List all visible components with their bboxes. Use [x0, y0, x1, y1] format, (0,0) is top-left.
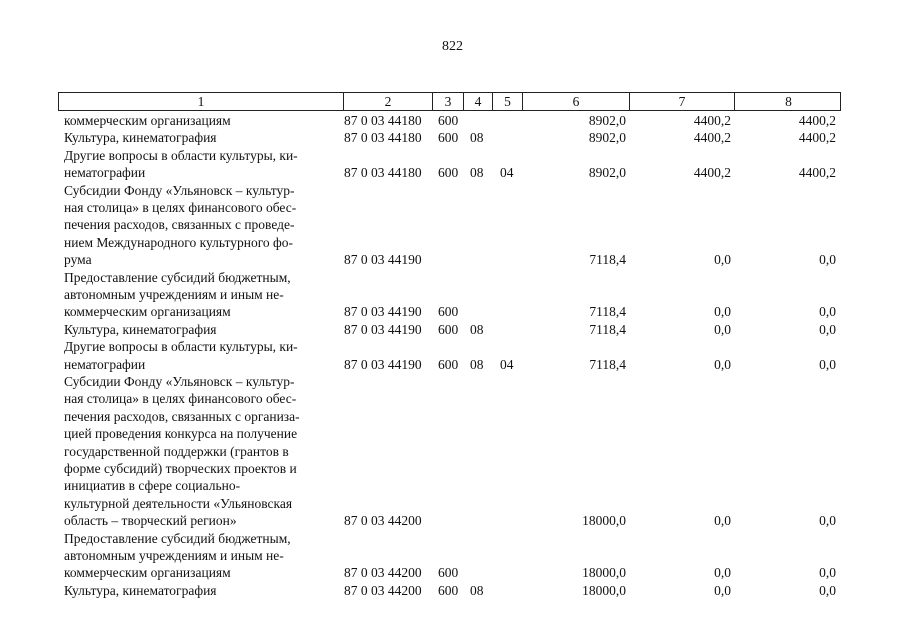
row-name-line: печения расходов, связанных с проведе-: [64, 217, 295, 233]
row-value-2021: 0,0: [819, 513, 836, 529]
row-value-2021: 4400,2: [798, 113, 836, 128]
row-value-2020: 4400,2: [693, 165, 731, 181]
row-code: 87 0 03 44200: [344, 513, 422, 529]
row-value-2020: 0,0: [714, 565, 731, 581]
row-name-line: ная столица» в целях финансового обес-: [64, 200, 297, 215]
row-name: [64, 582, 336, 599]
row-name-line: цией проведения конкурса на получение: [64, 426, 298, 442]
row-name: [64, 338, 336, 373]
row-value-2020: 4400,2: [693, 113, 731, 128]
row-vr: 600: [438, 304, 459, 320]
row-value-2021: 0,0: [819, 356, 836, 372]
row-name-line: инициатив в сфере социально-: [64, 478, 241, 494]
header-col-3: 3: [433, 93, 464, 110]
row-code: 87 0 03 44190: [344, 304, 422, 320]
row-pr: 08: [470, 321, 484, 337]
header-col-2: 2: [344, 93, 433, 110]
row-name-line: Предоставление субсидий бюджетным,: [64, 530, 291, 546]
row-name-line: нематографии: [64, 165, 146, 181]
row-vr: 600: [438, 582, 459, 598]
row-name-line: коммерческим организациям: [64, 113, 231, 128]
row-code: 87 0 03 44190: [344, 356, 422, 372]
row-name-line: область – творческий регион»: [64, 513, 237, 529]
row-ps: 04: [500, 165, 514, 181]
row-name: [64, 269, 336, 321]
row-value-2019: 7118,4: [589, 304, 626, 320]
row-name-line: государственной поддержки (грантов в: [64, 443, 289, 459]
row-value-2021: 0,0: [819, 321, 836, 337]
row-name-line: Культура, кинематография: [64, 130, 217, 146]
row-value-2019: 18000,0: [582, 565, 626, 581]
row-value-2019: 8902,0: [588, 165, 626, 181]
row-name-line: автономным учреждениям и иным не-: [64, 548, 284, 563]
row-name-line: коммерческим организациям: [64, 304, 231, 320]
header-col-6: 6: [523, 93, 630, 110]
row-name-line: автономным учреждениям и иным не-: [64, 287, 284, 302]
row-value-2019: 8902,0: [588, 130, 626, 146]
row-value-2020: 0,0: [714, 356, 731, 372]
row-value-2020: 0,0: [714, 252, 731, 268]
row-value-2021: 0,0: [819, 304, 836, 320]
row-name-line: Другие вопросы в области культуры, ки-: [64, 147, 298, 163]
row-name-line: Субсидии Фонду «Ульяновск – культур-: [64, 182, 295, 198]
row-code: 87 0 03 44190: [344, 321, 422, 337]
row-name: [64, 147, 336, 182]
row-name-line: Культура, кинематография: [64, 582, 217, 598]
row-name-line: Другие вопросы в области культуры, ки-: [64, 339, 298, 355]
row-vr: 600: [438, 321, 459, 337]
row-name: [64, 321, 336, 338]
row-name-line: Культура, кинематография: [64, 321, 217, 337]
row-pr: 08: [470, 356, 484, 372]
row-value-2021: 0,0: [819, 582, 836, 598]
header-col-7: 7: [630, 93, 735, 110]
row-vr: 600: [438, 113, 459, 128]
row-value-2020: 0,0: [714, 304, 731, 320]
row-value-2021: 4400,2: [798, 130, 836, 146]
row-value-2020: 0,0: [714, 321, 731, 337]
row-value-2020: 4400,2: [693, 130, 731, 146]
row-code: 87 0 03 44190: [344, 252, 422, 268]
row-name-line: нием Международного культурного фо-: [64, 234, 294, 250]
row-code: 87 0 03 44180: [344, 165, 422, 181]
row-name-line: коммерческим организациям: [64, 565, 231, 581]
row-pr: 08: [470, 165, 484, 181]
row-value-2019: 7118,4: [589, 321, 626, 337]
row-name-line: Предоставление субсидий бюджетным,: [64, 269, 291, 285]
row-code: 87 0 03 44180: [344, 113, 422, 128]
row-value-2019: 18000,0: [582, 582, 626, 598]
row-value-2020: 0,0: [714, 513, 731, 529]
row-name-line: Субсидии Фонду «Ульяновск – культур-: [64, 374, 295, 389]
row-name-line: рума: [64, 252, 92, 268]
row-name-line: ная столица» в целях финансового обес-: [64, 391, 297, 407]
row-pr: 08: [470, 130, 484, 146]
row-value-2020: 0,0: [714, 582, 731, 598]
row-vr: 600: [438, 565, 459, 581]
row-code: 87 0 03 44200: [344, 582, 422, 598]
row-vr: 600: [438, 356, 459, 372]
row-vr: 600: [438, 130, 459, 146]
header-col-5: 5: [493, 93, 523, 110]
row-vr: 600: [438, 165, 459, 181]
row-name: [64, 182, 336, 269]
row-value-2021: 0,0: [819, 252, 836, 268]
header-col-8: 8: [785, 94, 792, 109]
header-col-1: 1: [59, 93, 344, 110]
row-value-2021: 4400,2: [798, 165, 836, 181]
header-col-4: 4: [464, 93, 493, 110]
page-number: 822: [442, 39, 463, 54]
row-value-2019: 18000,0: [582, 513, 626, 529]
row-pr: 08: [470, 582, 484, 598]
row-name: [64, 129, 336, 146]
row-code: 87 0 03 44180: [344, 130, 422, 146]
row-name: [64, 112, 336, 129]
row-name-line: форме субсидий) творческих проектов и: [64, 461, 297, 477]
row-name: [64, 530, 336, 582]
table-header: [58, 92, 841, 111]
row-name-line: культурной деятельности «Ульяновская: [64, 495, 293, 511]
row-name-line: печения расходов, связанных с организа-: [64, 408, 300, 424]
row-value-2021: 0,0: [819, 565, 836, 581]
row-name: [64, 373, 336, 530]
row-ps: 04: [500, 356, 514, 372]
row-value-2019: 8902,0: [588, 113, 626, 128]
row-name-line: нематографии: [64, 356, 146, 372]
row-value-2019: 7118,4: [589, 252, 626, 268]
row-value-2019: 7118,4: [589, 356, 626, 372]
row-code: 87 0 03 44200: [344, 565, 422, 581]
